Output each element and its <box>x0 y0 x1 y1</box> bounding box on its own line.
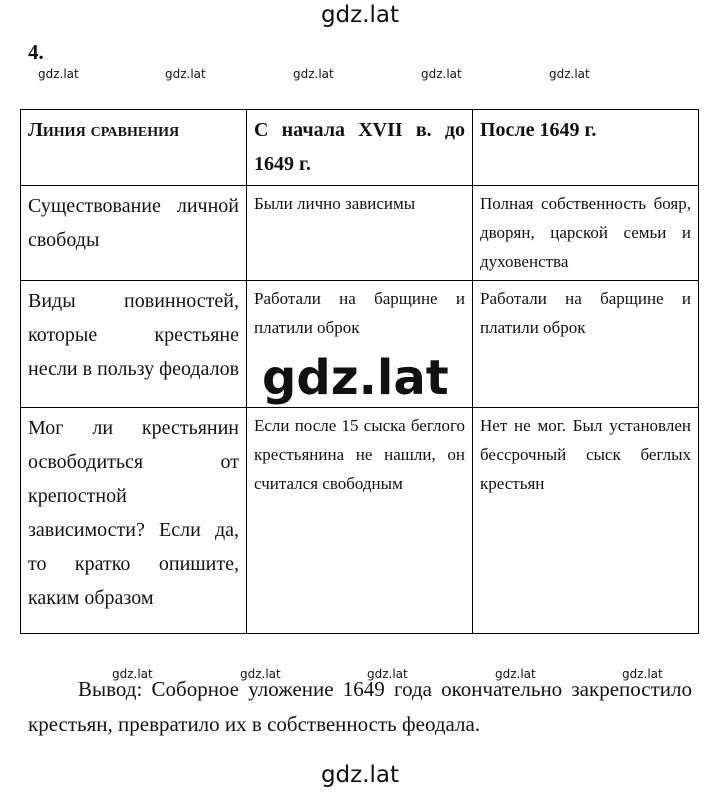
table-header-row <box>21 110 699 186</box>
header-cell: С начала XVII в. до 1649 г. <box>247 110 473 186</box>
watermark-small: gdz.lat <box>165 67 206 81</box>
watermark-small: gdz.lat <box>112 667 153 681</box>
table-cell: Работали на барщине и платили оброк <box>473 281 699 408</box>
watermark-small: gdz.lat <box>622 667 663 681</box>
watermark-small: gdz.lat <box>495 667 536 681</box>
table-cell: Мог ли крестьянин освободиться от крепостной зависимости? Если да, то кратко опишите, каким образом <box>21 408 247 634</box>
table-cell: Если после 15 сыска беглого крестьянина не нашли, он считался свободным <box>247 408 473 634</box>
watermark-small: gdz.lat <box>38 67 79 81</box>
table-cell: Полная собственность бояр, дворян, царской семьи и духовенства <box>473 186 699 281</box>
table-cell: Виды повинностей, которые крестьяне несли в пользу феодалов <box>21 281 247 408</box>
table-row <box>21 408 699 634</box>
table-cell: Были лично зависимы <box>247 186 473 281</box>
table-cell: Работали на барщине и платили оброк <box>247 281 473 408</box>
watermark-small: gdz.lat <box>367 667 408 681</box>
task-number: 4. <box>28 40 44 64</box>
watermark-center: gdz.lat <box>262 350 449 406</box>
table-row <box>21 186 699 281</box>
watermark-small: gdz.lat <box>240 667 281 681</box>
watermark-bottom: gdz.lat <box>320 762 400 788</box>
watermark-small: gdz.lat <box>421 67 462 81</box>
watermark-small: gdz.lat <box>293 67 334 81</box>
header-cell: Линия сравнения <box>21 110 247 186</box>
table-cell: Нет не мог. Был установлен бессрочный сыск беглых крестьян <box>473 408 699 634</box>
conclusion-text: Вывод: Соборное уложение 1649 года окончательно закрепостило крестьян, превратило их в собственность феодала. <box>28 677 692 736</box>
header-cell: После 1649 г. <box>473 110 699 186</box>
watermark-small: gdz.lat <box>549 67 590 81</box>
table-cell: Существование личной свободы <box>21 186 247 281</box>
watermark-top: gdz.lat <box>320 2 400 28</box>
